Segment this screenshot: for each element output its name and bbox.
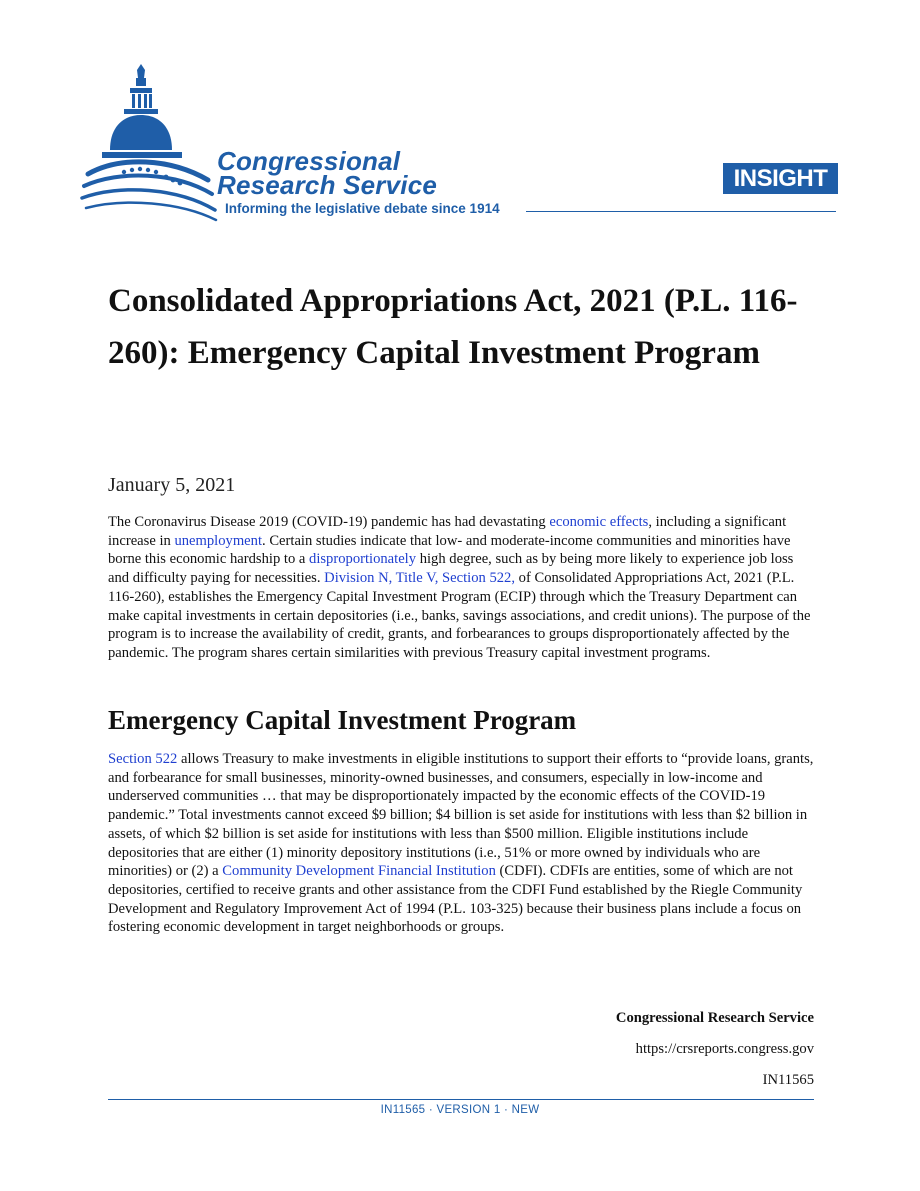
section-paragraph [108,750,818,937]
para1-text-4: high degree, such as by being more likely to experience job loss and difficulty paying for necessities. [108,551,794,587]
economic-effects-link[interactable]: economic effects [549,514,649,530]
division-n-link[interactable]: Division N, Title V, Section 522, [324,570,515,587]
para2-text-1: allows Treasury to make investments in eligible institutions to support their efforts to “provide loans, grants, and forbearance for small businesses, minority-owned businesses, and consumers, especially in low-income and underserved communities … that may be disproportionately impacted by the economic effects of the COVID-19 pandemic.” Total investments cannot exceed $9 billion; $4 billion is set aside for institutions with less than $2 billion in assets, of which $2 billion is set aside for institutions with less than $500 million. Eligible institutions include depositories that are either (1) minority depository institutions (i.e., 51% or more owned by individuals who are minorities) or (2) a [108,751,814,880]
unemployment-link[interactable]: unemployment [174,532,263,549]
header-divider [526,211,836,212]
disproportionately-link[interactable]: disproportionately [309,551,417,568]
section-heading: Emergency Capital Investment Program [108,705,577,735]
para1-text-1: The Coronavirus Disease 2019 (COVID-19) pandemic has had devastating [108,514,550,530]
org-name-line2: Research Service [217,170,438,200]
intro-paragraph [108,513,818,663]
footer-org: Congressional Research Service [615,1010,814,1026]
org-tagline: Informing the legislative debate since 1914 [225,201,500,216]
footer-report-id: IN11565 [762,1072,814,1088]
document-title: Consolidated Appropriations Act, 2021 (P.L. 116-260): Emergency Capital Investment Program [108,283,798,371]
para2-text-2: (CDFI). CDFIs are entities, some of which are not depositories, certified to receive grants and other assistance from the CDFI Fund established by the Riegle Community Development and Regulatory Improvement Act of 1994 (P.L. 103-325) because their business plans include a focus on fostering economic development in target neighborhoods or groups. [108,863,803,936]
insight-badge: INSIGHT [723,163,838,194]
section-522-link[interactable]: Section 522 [108,751,178,767]
crs-logo [80,62,550,222]
publication-date: January 5, 2021 [108,474,236,496]
footer-divider [108,1099,814,1100]
para1-text-2: , including a significant increase in [108,514,787,549]
page-footer: IN11565 · VERSION 1 · NEW [380,1104,540,1116]
footer-block [616,1003,814,1096]
para1-text-5: of Consolidated Appropriations Act, 2021 (P.L. 116-260), establishes the Emergency Capital Investment Program (ECIP) through which the Treasury Department can make capital investments in certain depositories (i.e., banks, savings associations, and credit unions). The purpose of the program is to increase the availability of credit, grants, and forbearances to groups disproportionately affected by the pandemic. The program shares certain similarities with previous Treasury capital investment programs. [108,570,811,661]
para1-text-3: . Certain studies indicate that low- and moderate-income communities and minorities have borne this economic hardship to a [108,532,791,568]
cdfi-link[interactable]: Community Development Financial Institution [222,863,496,880]
footer-url[interactable]: https://crsreports.congress.gov [635,1041,814,1057]
org-name-line1: Congressional [217,146,401,176]
capitol-dome-icon [80,62,220,222]
